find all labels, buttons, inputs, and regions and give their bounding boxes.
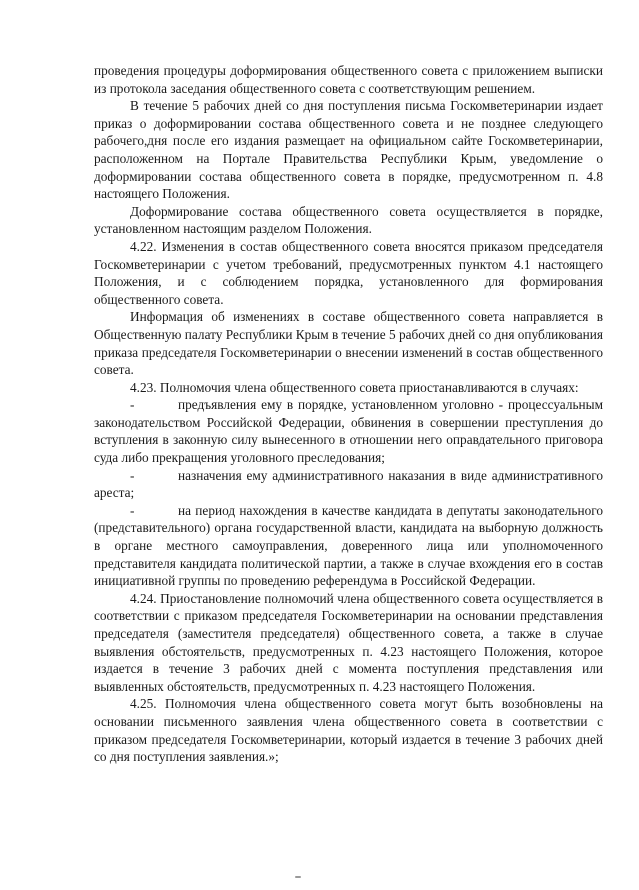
list-item	[94, 467, 603, 502]
list-item-text: назначения ему административного наказания в виде административного ареста;	[94, 467, 603, 501]
list-item	[94, 502, 603, 590]
paragraph-changes-information: Информация об изменениях в составе общественного совета направляется в Общественную палату Республики Крым в течение 5 рабочих дней со дня опубликования приказа председателя Госкомветеринарии о внесении изменений в состав общественного совета.	[94, 309, 603, 378]
paragraph-4-22: 4.22. Изменения в состав общественного совета вносятся приказом председателя Госкомветеринарии с учетом требований, предусмотренных пунктом 4.1 настоящего Положения, и с соблюдением порядка, установленного для формирования общественного совета.	[94, 238, 603, 307]
list-item	[94, 396, 603, 466]
paragraph-4-24: 4.24. Приостановление полномочий члена общественного совета осуществляется в соответствии с приказом председателя Госкомветеринарии на основании представления председателя (заместителя председателя) общественного совета, а также в случае выявления обстоятельств, предусмотренных п. 4.23 настоящего Положения, которое издается в течение 3 рабочих дней с момента поступления представления или выявленных обстоятельств, предусмотренных п. 4.23 настоящего Положения.	[94, 590, 603, 694]
paragraph-continuation: проведения процедуры доформирования общественного совета с приложением выписки из протокола заседания общественного совета с соответствующим решением.	[94, 63, 603, 96]
paragraph-order-issuance: В течение 5 рабочих дней со дня поступления письма Госкомветеринарии издает приказ о доформировании состава общественного совета и не позднее следующего рабочего,дня после его издания размещает на официальном сайте Госкомветеринарии, расположенном на Портале Правительства Республики Крым, уведомление о доформировании состава общественного совета в порядке, предусмотренном п. 4.8 настоящего Положения.	[94, 98, 603, 202]
paragraph-4-25: 4.25. Полномочия члена общественного совета могут быть возобновлены на основании письменного заявления члена общественного совета в соответствии с приказом председателя Госкомветеринарии, который издается в течение 3 рабочих дней со дня поступления заявления.»;	[94, 696, 603, 765]
page-mark	[295, 876, 301, 878]
list-dash: -	[130, 467, 135, 483]
paragraph-completion-procedure: Доформирование состава общественного совета осуществляется в порядке, установленном настоящим разделом Положения.	[94, 203, 603, 237]
list-item-text: на период нахождения в качестве кандидата в депутаты законодательного (представительного) органа государственной власти, кандидата на выборную должность в органе местного самоуправления, доверенного лица или уполномоченного представителя кандидата политической партии, а также в случае вхождения его в состав инициативной группы по проведению референдума в Российской Федерации.	[94, 502, 603, 589]
paragraph-4-23: 4.23. Полномочия члена общественного совета приостанавливаются в случаях:	[130, 379, 579, 395]
list-dash: -	[130, 502, 135, 518]
list-item-text: предъявления ему в порядке, установленном уголовно - процессуальным законодательством Российской Федерации, обвинения в совершении преступления до вступления в законную силу вынесенного в отношении него оправдательного приговора суда либо прекращения уголовного преследования;	[94, 397, 603, 466]
list-dash: -	[130, 397, 135, 413]
